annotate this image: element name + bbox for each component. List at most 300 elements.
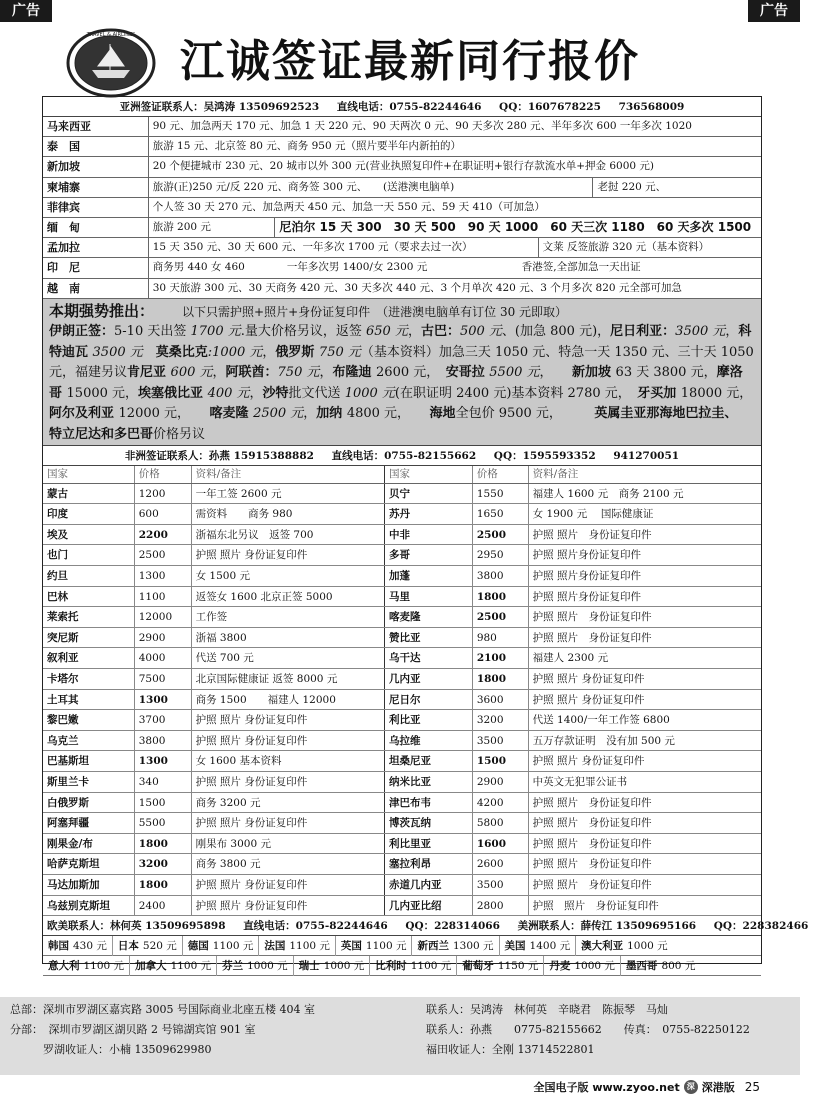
promo-price: 全包价 9500 元， (455, 406, 595, 422)
table-row (43, 710, 761, 731)
country-price-pair (259, 936, 336, 956)
notes: 护照 照片 身份证复印件 (532, 693, 645, 706)
notes: 护照 照片身份证复印件 (532, 590, 642, 603)
price: 2100 (473, 648, 529, 668)
asia-row (43, 238, 761, 258)
price: 1100 元 (289, 939, 330, 952)
country-name: 中非 (385, 525, 473, 545)
promo-price: :1000 元 (207, 344, 263, 360)
country-price-pair (370, 956, 457, 976)
promo-country: 尼日利亚： (610, 324, 676, 340)
price: 2500 (473, 607, 529, 627)
country-name: 塞拉利昂 (385, 854, 473, 874)
country-name: 卡塔尔 (43, 669, 135, 689)
america-contact-qq: QQ：228382466 (713, 920, 809, 933)
promo-price: (在职证明 2400 元)基本资料 2780 元， (394, 385, 638, 401)
country-name: 利比亚 (385, 710, 473, 730)
country-price-pair (113, 936, 183, 956)
country-name: 约旦 (43, 566, 135, 586)
country-name: 巴林 (43, 587, 135, 607)
asia-row (43, 137, 761, 157)
country-price-pair (183, 936, 260, 956)
notes: 护照 照片身份证复印件 (532, 549, 642, 562)
country-name: 意大利 (48, 959, 80, 972)
table-row (43, 875, 761, 896)
country-name: 新加坡 (43, 157, 149, 176)
country-name: 瑞士 (298, 959, 320, 972)
country-name: 柬埔寨 (43, 178, 149, 197)
price-detail: 旅游 200 元 (149, 218, 276, 237)
country-name: 孟加拉 (43, 238, 149, 257)
country-name: 利比里亚 (385, 834, 473, 854)
asia-row (43, 279, 761, 299)
notes: 五万存款证明 没有加 500 元 (532, 734, 675, 747)
page-number: 25 (744, 1080, 760, 1094)
country-name: 芬兰 (222, 959, 244, 972)
country-name: 乌克兰 (43, 731, 135, 751)
promo-price: 5500 元 (489, 365, 540, 381)
promo-price: ， (212, 365, 226, 381)
table-row (43, 751, 761, 772)
promo-country: 摩洛哥 (49, 365, 743, 401)
price: 5800 (473, 813, 529, 833)
country-name: 越 南 (43, 279, 149, 298)
africa-contact-phone: 直线电话：0755-82155662 (331, 449, 477, 462)
price-detail: 15 天 350 元、30 天 600 元、一年多次 1700 元（要求去过一次） (149, 238, 539, 257)
price: 2800 (473, 896, 529, 916)
country-name: 纳米比亚 (385, 772, 473, 792)
europe-contact-line (43, 916, 809, 936)
price: 3500 (473, 875, 529, 895)
europe-price-row (43, 936, 761, 956)
notes: 浙福东北另议 返签 700 (192, 525, 385, 545)
country-price-pair (43, 956, 130, 976)
country-name: 阿塞拜疆 (43, 813, 135, 833)
promo-price: 15000 元， (66, 385, 139, 401)
price: 430 元 (73, 939, 107, 952)
country-name: 澳大利亚 (581, 939, 624, 952)
asia-row (43, 218, 761, 238)
notes: 护照 照片 身份证复印件 (532, 899, 659, 912)
country-price-pair (412, 936, 499, 956)
col-header: 国家 (385, 466, 473, 483)
promo-price: 600 元 (170, 365, 213, 381)
notes: 护照 照片身份证复印件 (532, 570, 642, 583)
notes: 护照 照片 身份证复印件 (192, 772, 385, 792)
promo-price: 650 元 (365, 324, 408, 340)
price: 340 (135, 772, 192, 792)
price: 1300 元 (452, 939, 494, 952)
country-name: 巴基斯坦 (43, 751, 135, 771)
price: 1100 元 (83, 959, 125, 972)
notes: 护照 照片 身份证复印件 (532, 528, 652, 541)
country-name: 丹麦 (549, 959, 571, 972)
price: 1550 (473, 484, 529, 504)
europe-contact-person: 欧美联系人：林何英 13509695898 (47, 920, 226, 933)
table-row (43, 896, 761, 917)
price-detail: 尼泊尔 15 天 300 30 天 500 90 天 1000 60 天三次 1180 60 天多次 1500 (279, 219, 752, 234)
country-name: 印度 (43, 504, 135, 524)
country-price-pair (336, 936, 413, 956)
footer-contacts (0, 997, 800, 1075)
country-name: 贝宁 (385, 484, 473, 504)
notes: 商务 3800 元 (192, 854, 385, 874)
notes: 护照 照片 身份证复印件 (532, 755, 645, 768)
promo-price: 12000 元， (118, 406, 210, 422)
notes: 护照 照片 身份证复印件 (192, 896, 385, 916)
asia-row (43, 157, 761, 177)
country-name: 蒙古 (43, 484, 135, 504)
promo-country: 埃塞俄比亚 (138, 385, 208, 401)
notes: 护照 照片 身份证复印件 (192, 875, 385, 895)
edition-label: 全国电子版 www.zyoo.net (533, 1081, 680, 1094)
price: 7500 (135, 669, 192, 689)
country-name: 德国 (187, 939, 209, 952)
notes: 女 1500 元 (192, 566, 385, 586)
country-name: 几内亚比绍 (385, 896, 473, 916)
country-name: 美国 (504, 939, 526, 952)
country-name: 哈萨克斯坦 (43, 854, 135, 874)
promo-country: 加纳 (316, 406, 347, 422)
price: 5500 (135, 813, 192, 833)
promo-country: 海地 (429, 406, 456, 422)
country-name: 马来西亚 (43, 117, 149, 136)
col-header: 价格 (135, 466, 192, 483)
country-name: 突尼斯 (43, 628, 135, 648)
price: 2600 (473, 854, 529, 874)
notes: 刚果布 3000 元 (192, 834, 385, 854)
price: 1300 (135, 566, 192, 586)
table-row (43, 793, 761, 814)
price: 3200 (473, 710, 529, 730)
price-detail: 90 元、加急两天 170 元、加急 1 天 220 元、90 天两次 0 元、90 天多次 280 元、半年多次 600 一年多次 1020 (152, 120, 692, 132)
region-label: 深港版 (701, 1081, 735, 1094)
table-row (43, 813, 761, 834)
table-row (43, 607, 761, 628)
country-name: 墨西哥 (625, 959, 658, 972)
price: 1100 元 (170, 959, 212, 972)
country-price-pair (500, 936, 577, 956)
promo-country: 沙特 (262, 385, 289, 401)
price: 3600 (473, 690, 529, 710)
branch-contacts: 联系人：孙燕 0775-82155662 传真： 0755-82250122 (426, 1023, 750, 1036)
notes: 护照 照片 身份证复印件 (532, 817, 652, 830)
notes: 护照 照片 身份证复印件 (192, 710, 385, 730)
country-name: 马达加斯加 (43, 875, 135, 895)
country-name: 加拿大 (135, 959, 167, 972)
country-name: 马里 (385, 587, 473, 607)
promo-price: ， (249, 385, 263, 401)
table-row (43, 669, 761, 690)
country-name: 苏丹 (385, 504, 473, 524)
promo-price: 18000 元， (680, 385, 759, 401)
promo-price: ， (539, 365, 573, 381)
notes: 护照 照片 身份证复印件 (532, 796, 652, 809)
africa-contact-line (43, 446, 761, 466)
notes: 福建人 1600 元 商务 2100 元 (532, 487, 684, 500)
country-name: 菲律宾 (43, 198, 149, 217)
country-name: 白俄罗斯 (43, 793, 135, 813)
country-name: 喀麦隆 (385, 607, 473, 627)
promo-price: 价格另议 (153, 426, 206, 442)
promo-price: ， (407, 324, 421, 340)
asia-contact-qq2: 736568009 (618, 101, 685, 113)
notes: 返签女 1600 北京正签 5000 (192, 587, 385, 607)
price: 1150 元 (497, 959, 539, 972)
notes: 护照 照片 身份证复印件 (532, 858, 652, 871)
price: 4000 (135, 648, 192, 668)
asia-contact-phone: 直线电话：0755-82244646 (336, 101, 482, 113)
promo-price: 750 元 (318, 344, 361, 360)
notes: 福建人 2300 元 (532, 652, 609, 665)
promo-country: 英属圭亚那海地巴拉圭、 特立尼达和多巴哥 (49, 406, 744, 442)
asia-contact-qq: QQ：1607678225 (499, 101, 601, 113)
price: 3800 (473, 566, 529, 586)
promo-country: 牙买加 (637, 385, 681, 401)
price: 1500 (135, 793, 192, 813)
table-row (43, 731, 761, 752)
promo-country: 新加坡 (572, 365, 616, 381)
country-name: 加蓬 (385, 566, 473, 586)
promotion-note: 以下只需护照+照片+身份证复印件 （进港澳电脑单有订位 30 元即取） (182, 304, 568, 319)
promo-country: 阿联酋： (225, 365, 278, 381)
price-detail: 旅游 15 元、北京签 80 元、商务 950 元（照片要半年内新拍的） (152, 140, 462, 153)
ad-tag-left: 广告 (0, 0, 52, 22)
price: 2200 (135, 525, 192, 545)
price: 3800 (135, 731, 192, 751)
price-detail: 文莱 反签旅游 320 元（基本资料） (542, 241, 710, 254)
price: 1800 (473, 587, 529, 607)
luohu-receiver: 罗湖收证人：小楠 13509629980 (10, 1043, 212, 1056)
price-detail: 20 个便捷城市 230 元、20 城市以外 300 元(营业执照复印件+在职证明+银行存款流水单+押金 6000 元) (152, 160, 655, 173)
price: 1600 (473, 834, 529, 854)
price: 3200 (135, 854, 192, 874)
promo-price: 、(加急 800 元)， (501, 324, 611, 340)
europe-contact-phone: 直线电话：0755-82244646 (243, 920, 388, 933)
notes: 代送 700 元 (192, 648, 385, 668)
notes: 护照 照片 身份证复印件 (192, 545, 385, 565)
price: 980 (473, 628, 529, 648)
price: 12000 (135, 607, 192, 627)
promo-price: 5-10 天出签 (114, 324, 191, 340)
promo-price: 1700 元 (190, 324, 241, 340)
promo-price: 63 天 3800 元， (615, 365, 717, 381)
price-detail: 个人签 30 天 270 元、加急两天 450 元、加急一天 550 元、59 天 410（可加急） (152, 200, 545, 213)
country-name: 乌拉维 (385, 731, 473, 751)
price: 2400 (135, 896, 192, 916)
promo-country: 科特迪瓦 (49, 324, 752, 360)
country-name: 法国 (264, 939, 286, 952)
notes: 一年工签 2600 元 (192, 484, 385, 504)
table-row (43, 545, 761, 566)
europe-price-row (43, 956, 761, 976)
country-price-pair (457, 956, 544, 976)
country-name: 比利时 (375, 959, 407, 972)
price: 2500 (135, 545, 192, 565)
country-name: 斯里兰卡 (43, 772, 135, 792)
price: 1000 元 (323, 959, 365, 972)
table-row (43, 854, 761, 875)
country-name: 叙利亚 (43, 648, 135, 668)
promotion-box (43, 299, 761, 446)
promotion-list (49, 322, 759, 445)
promo-price: ， (319, 365, 333, 381)
promo-price: 2500 元 (253, 406, 304, 422)
price-detail: 30 天旅游 300 元、30 天商务 420 元、30 天多次 440 元、3 个月单次 420 元、3 个月多次 820 元全部可加急 (152, 281, 682, 294)
country-name: 乌兹别克斯坦 (43, 896, 135, 916)
europe-contact-qq: QQ：228314066 (405, 920, 500, 933)
promo-country: 安哥拉 (445, 365, 490, 381)
promo-price: 3500 元 (675, 324, 726, 340)
country-name: 刚果金/布 (43, 834, 135, 854)
country-name: 多哥 (385, 545, 473, 565)
price: 1300 (135, 690, 192, 710)
country-name: 尼日尔 (385, 690, 473, 710)
price: 1800 (473, 669, 529, 689)
price: 1100 元 (365, 939, 407, 952)
price: 1000 元 (247, 959, 288, 972)
price: 600 (135, 504, 192, 524)
futian-receiver: 福田收证人：全刚 13714522801 (426, 1043, 595, 1056)
notes: 护照 照片 身份证复印件 (532, 878, 652, 891)
hq-contacts: 联系人：吴鸿涛 林何英 辛晓君 陈振琴 马灿 (426, 1003, 668, 1016)
price: 1100 元 (410, 959, 452, 972)
page-title: 江诚签证最新同行报价 (180, 36, 640, 87)
price: 2500 (473, 525, 529, 545)
col-header: 资料/备注 (532, 467, 579, 480)
asia-row (43, 258, 761, 278)
country-name: 津巴布韦 (385, 793, 473, 813)
price-detail: 商务男 440 女 460 一年多次男 1400/女 2300 元 香港签,全部加急一天出证 (152, 261, 641, 274)
country-name: 缅 甸 (43, 218, 149, 237)
price: 1500 (473, 751, 529, 771)
price-detail: 老挝 220 元、 (597, 180, 667, 193)
promo-country: 伊朗正签： (49, 324, 115, 340)
country-name: 也门 (43, 545, 135, 565)
table-row (43, 628, 761, 649)
notes: 护照 照片 身份证复印件 (192, 731, 385, 751)
asia-price-table (43, 117, 761, 299)
country-price-pair (621, 956, 700, 976)
africa-contact-person: 非洲签证联系人：孙燕 15915388882 (124, 449, 314, 462)
notes: 护照 照片 身份证复印件 (532, 631, 652, 644)
table-row (43, 504, 761, 525)
price: 3500 (473, 731, 529, 751)
country-name: 日本 (117, 939, 139, 952)
price: 1800 (135, 834, 192, 854)
promotion-heading: 本期强势推出： (49, 301, 155, 320)
price: 1300 (135, 751, 192, 771)
price: 2900 (473, 772, 529, 792)
company-logo-icon (66, 28, 156, 98)
promo-price: 750 元 (277, 365, 320, 381)
promo-price: 500 元 (459, 324, 502, 340)
branch-address: 分部： 深圳市罗湖区湖贝路 2 号锦湖宾馆 901 室 (10, 1023, 256, 1036)
promo-price: ， (725, 324, 739, 340)
table-row (43, 566, 761, 587)
price: 1400 元 (529, 939, 571, 952)
africa-contact-qq: QQ：1595593352 (493, 449, 596, 462)
price: 1200 (135, 484, 192, 504)
promo-price: 批文代送 (288, 385, 345, 401)
price: 1000 元 (627, 939, 668, 952)
price: 1000 元 (574, 959, 615, 972)
notes: 女 1600 基本资料 (192, 751, 385, 771)
country-name: 土耳其 (43, 690, 135, 710)
country-name: 赤道几内亚 (385, 875, 473, 895)
promo-price: （基本资料）加急三天 1050 元、特急一天 1350 元、三十天 1050 元，福建另议 (49, 344, 754, 381)
country-name: 坦桑尼亚 (385, 751, 473, 771)
col-header: 资料/备注 (192, 466, 385, 483)
country-name: 埃及 (43, 525, 135, 545)
promo-price: 2600 元， (376, 365, 446, 381)
promo-country: 俄罗斯 (275, 344, 319, 360)
africa-contact-qq2: 941270051 (613, 449, 680, 462)
col-header: 价格 (473, 466, 529, 483)
table-row (43, 648, 761, 669)
page-bar (534, 1079, 761, 1095)
price: 1650 (473, 504, 529, 524)
promo-country: 阿尔及利亚 (49, 406, 119, 422)
edition-dot-icon: 深 (684, 1080, 698, 1094)
hq-address: 总部：深圳市罗湖区嘉宾路 3005 号国际商业北座五楼 404 室 (10, 1003, 315, 1016)
asia-row (43, 117, 761, 137)
country-name: 新西兰 (417, 939, 449, 952)
price: 1800 (135, 875, 192, 895)
notes: 需资料 商务 980 (192, 504, 385, 524)
logo-text: TRAVEL & AIRLINES (86, 32, 136, 38)
country-name: 黎巴嫩 (43, 710, 135, 730)
country-name: 英国 (340, 939, 362, 952)
table-row (43, 484, 761, 505)
country-price-pair (217, 956, 294, 976)
notes: 中英文无犯罪公证书 (532, 776, 628, 788)
asia-contact-person: 亚洲签证联系人：吴鸿涛 13509692523 (119, 101, 320, 113)
country-name: 博茨瓦纳 (385, 813, 473, 833)
notes: 商务 1500 福建人 12000 (192, 690, 385, 710)
price: 1100 (135, 587, 192, 607)
country-price-pair (130, 956, 217, 976)
promo-country: 喀麦隆 (209, 406, 254, 422)
notes: 商务 3200 元 (192, 793, 385, 813)
table-row (43, 525, 761, 546)
price: 800 元 (661, 959, 696, 972)
price: 1100 元 (212, 939, 254, 952)
africa-price-table (43, 484, 761, 916)
promo-price: ， (262, 344, 276, 360)
price-sheet (42, 96, 809, 972)
price: 2900 (135, 628, 192, 648)
promo-price: ， (303, 406, 317, 422)
promo-price: .量大价格另议，返签 (240, 324, 366, 340)
country-name: 莱索托 (43, 607, 135, 627)
promo-country: 布隆迪 (332, 365, 377, 381)
country-price-pair (576, 936, 673, 956)
promo-country: 肯尼亚 (127, 365, 171, 381)
ad-tag-right: 广告 (748, 0, 800, 22)
asia-contact-line (43, 97, 761, 117)
america-contact-person: 美洲联系人：薛传江 13509695166 (517, 920, 697, 933)
promo-country: 莫桑比克 (155, 344, 208, 360)
africa-table-header (43, 466, 761, 484)
notes: 工作签 (192, 607, 385, 627)
asia-row (43, 198, 761, 218)
promo-price: 400 元 (207, 385, 250, 401)
col-header: 国家 (43, 466, 135, 483)
table-row (43, 772, 761, 793)
promo-price: 1000 元 (344, 385, 395, 401)
price: 4200 (473, 793, 529, 813)
